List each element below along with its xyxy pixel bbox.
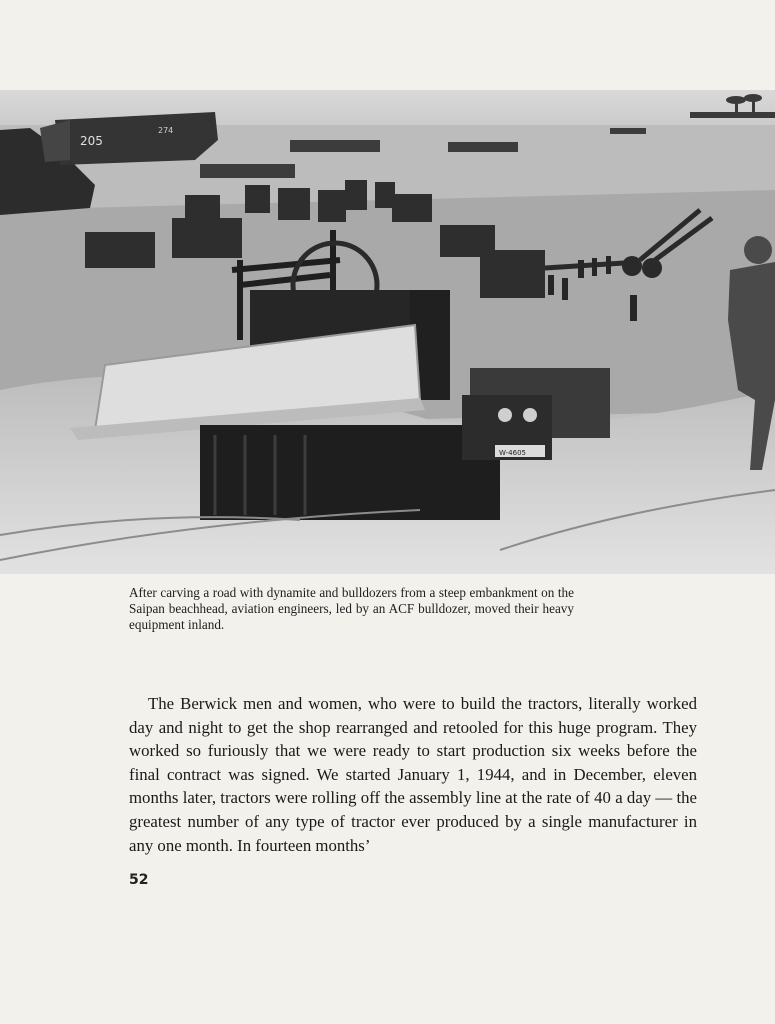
beachhead-photo [0,90,775,574]
body-paragraph: The Berwick men and women, who were to build the tractors, literally worked day and night to get the shop rearranged and retooled for this huge program. They worked so furiously that we were ready to start production six weeks before the final contract was signed. We started January 1, 1944, and in December, eleven months later, tractors were rolling off the assembly line at the rate of 40 a day — the greatest number of any type of tractor ever produced by a single manufacturer in any one month. In fourteen months’ [129,694,697,855]
hull-number-274: 274 [158,126,174,135]
truck-plate: W-4605 [499,449,526,457]
page-number: 52 [129,872,149,888]
hull-number-205: 205 [80,134,103,148]
photo-caption: After carving a road with dynamite and bulldozers from a steep embankment on the Saipan beachhead, aviation engineers, led by an ACF bulldozer, moved their heavy equipment inland. [129,585,574,633]
